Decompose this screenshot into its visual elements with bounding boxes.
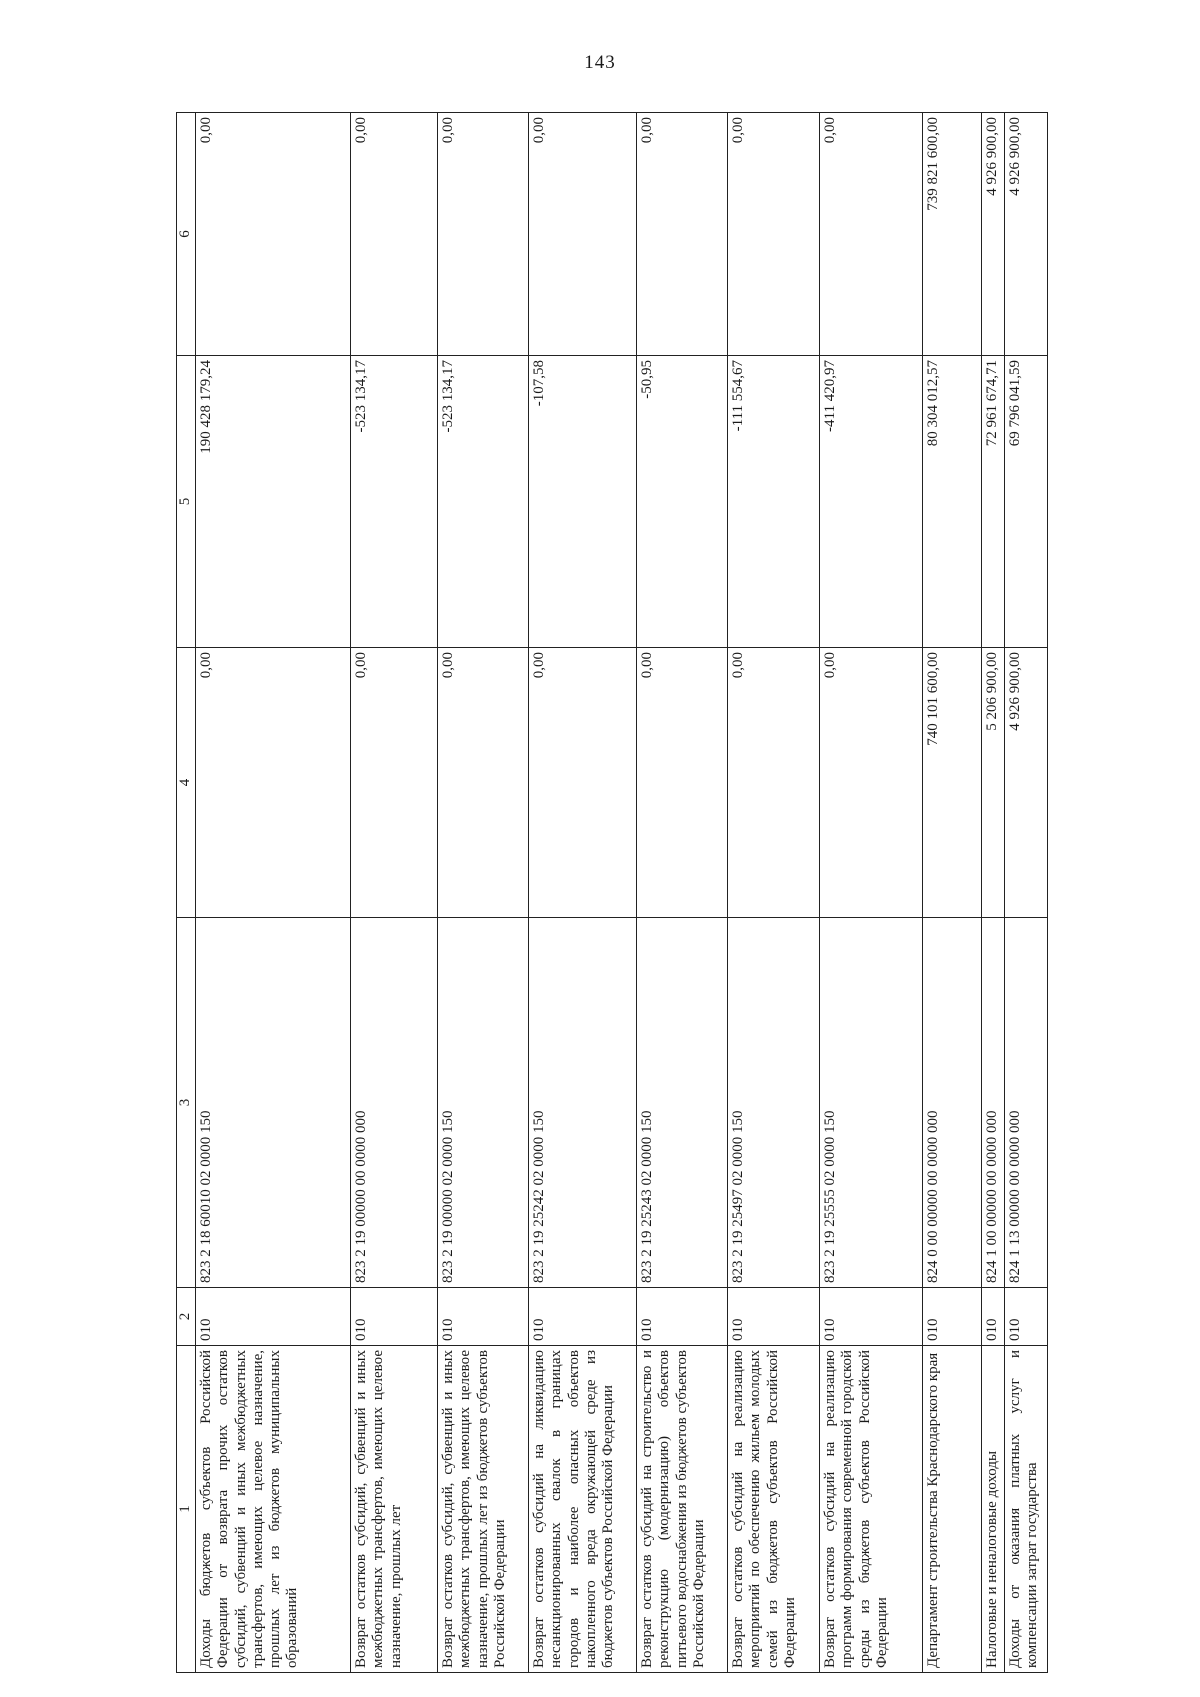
row-col5: -523 134,17	[351, 356, 438, 648]
row-col4: 0,00	[351, 648, 438, 918]
row-name: Возврат остатков субсидий, субвенций и иных межбюджетных трансфертов, имеющих целевое назначение, прошлых лет	[351, 1346, 438, 1673]
row-col6: 0,00	[351, 113, 438, 356]
row-col6: 0,00	[728, 113, 820, 356]
row-name: Возврат остатков субсидий, субвенций и иных межбюджетных трансфертов, имеющих целевое назначение, прошлых лет из бюджетов субъектов Российской Федерации	[438, 1346, 529, 1673]
header-col-5: 5	[177, 356, 196, 648]
row-col4: 740 101 600,00	[923, 648, 982, 918]
row-line-code: 010	[820, 1288, 923, 1346]
row-col5: 190 428 179,24	[196, 356, 351, 648]
row-name: Возврат остатков субсидий на строительство и реконструкцию (модернизацию) объектов питьевого водоснабжения из бюджетов субъектов Российской Федерации	[637, 1346, 728, 1673]
row-name: Доходы бюджетов субъектов Российской Федерации от возврата прочих остатков субсидий, субвенций и иных межбюджетных трансфертов, имеющих целевое назначение, прошлых лет из бюджетов муниципальных образований	[196, 1346, 351, 1673]
row-col6: 0,00	[820, 113, 923, 356]
row-line-code: 010	[982, 1288, 1005, 1346]
row-line-code: 010	[1005, 1288, 1048, 1346]
row-col4: 0,00	[196, 648, 351, 918]
row-budget-code: 823 2 19 00000 00 0000 000	[351, 918, 438, 1288]
row-line-code: 010	[529, 1288, 637, 1346]
row-col5: 80 304 012,57	[923, 356, 982, 648]
row-budget-code: 823 2 19 00000 02 0000 150	[438, 918, 529, 1288]
row-col4: 0,00	[728, 648, 820, 918]
table-row	[923, 113, 982, 1673]
row-col4: 0,00	[438, 648, 529, 918]
row-budget-code: 823 2 18 60010 02 0000 150	[196, 918, 351, 1288]
row-col4: 0,00	[820, 648, 923, 918]
row-budget-code: 823 2 19 25242 02 0000 150	[529, 918, 637, 1288]
row-col4: 0,00	[637, 648, 728, 918]
table-row	[637, 113, 728, 1673]
row-line-code: 010	[923, 1288, 982, 1346]
table-row	[438, 113, 529, 1673]
row-budget-code: 824 1 13 00000 00 0000 000	[1005, 918, 1048, 1288]
row-name: Возврат остатков субсидий на ликвидацию несанкционированных свалок в границах городов и наиболее опасных объектов накопленного вреда окружающей среде из бюджетов субъектов Российской Федерации	[529, 1346, 637, 1673]
table-row	[529, 113, 637, 1673]
header-col-4: 4	[177, 648, 196, 918]
row-col6: 4 926 900,00	[982, 113, 1005, 356]
table-header-row	[177, 113, 196, 1673]
row-col6: 0,00	[438, 113, 529, 356]
table-row	[728, 113, 820, 1673]
header-col-3: 3	[177, 918, 196, 1288]
row-col6: 739 821 600,00	[923, 113, 982, 356]
row-name: Департамент строительства Краснодарского края	[923, 1346, 982, 1673]
row-col5: 72 961 674,71	[982, 356, 1005, 648]
header-col-6: 6	[177, 113, 196, 356]
table-row	[351, 113, 438, 1673]
row-line-code: 010	[438, 1288, 529, 1346]
table-row	[820, 113, 923, 1673]
row-col5: -107,58	[529, 356, 637, 648]
table-row	[196, 113, 351, 1673]
row-name: Возврат остатков субсидий на реализацию программ формирования современной городской среды из бюджетов субъектов Российской Федерации	[820, 1346, 923, 1673]
header-col-2: 2	[177, 1288, 196, 1346]
rotated-table	[176, 113, 1104, 1673]
row-budget-code: 823 2 19 25555 02 0000 150	[820, 918, 923, 1288]
page-number: 143	[584, 52, 616, 73]
row-budget-code: 823 2 19 25243 02 0000 150	[637, 918, 728, 1288]
row-line-code: 010	[728, 1288, 820, 1346]
revenue-table	[176, 112, 1048, 1673]
row-col5: 69 796 041,59	[1005, 356, 1048, 648]
row-col6: 0,00	[637, 113, 728, 356]
row-col5: -523 134,17	[438, 356, 529, 648]
row-col6: 0,00	[529, 113, 637, 356]
row-line-code: 010	[351, 1288, 438, 1346]
row-col6: 0,00	[196, 113, 351, 356]
row-col4: 5 206 900,00	[982, 648, 1005, 918]
row-name: Налоговые и неналоговые доходы	[982, 1346, 1005, 1673]
row-col5: -411 420,97	[820, 356, 923, 648]
row-col5: -50,95	[637, 356, 728, 648]
row-budget-code: 823 2 19 25497 02 0000 150	[728, 918, 820, 1288]
row-col5: -111 554,67	[728, 356, 820, 648]
row-budget-code: 824 0 00 00000 00 0000 000	[923, 918, 982, 1288]
row-name: Доходы от оказания платных услуг и компенсации затрат государства	[1005, 1346, 1048, 1673]
row-col6: 4 926 900,00	[1005, 113, 1048, 356]
table-row	[982, 113, 1005, 1673]
row-name: Возврат остатков субсидий на реализацию мероприятий по обеспечению жильем молодых семей из бюджетов субъектов Российской Федерации	[728, 1346, 820, 1673]
header-col-1: 1	[177, 1346, 196, 1673]
row-col4: 0,00	[529, 648, 637, 918]
table-row	[1005, 113, 1048, 1673]
row-budget-code: 824 1 00 00000 00 0000 000	[982, 918, 1005, 1288]
rotated-table-container	[176, 113, 1104, 1673]
row-line-code: 010	[637, 1288, 728, 1346]
row-col4: 4 926 900,00	[1005, 648, 1048, 918]
row-line-code: 010	[196, 1288, 351, 1346]
